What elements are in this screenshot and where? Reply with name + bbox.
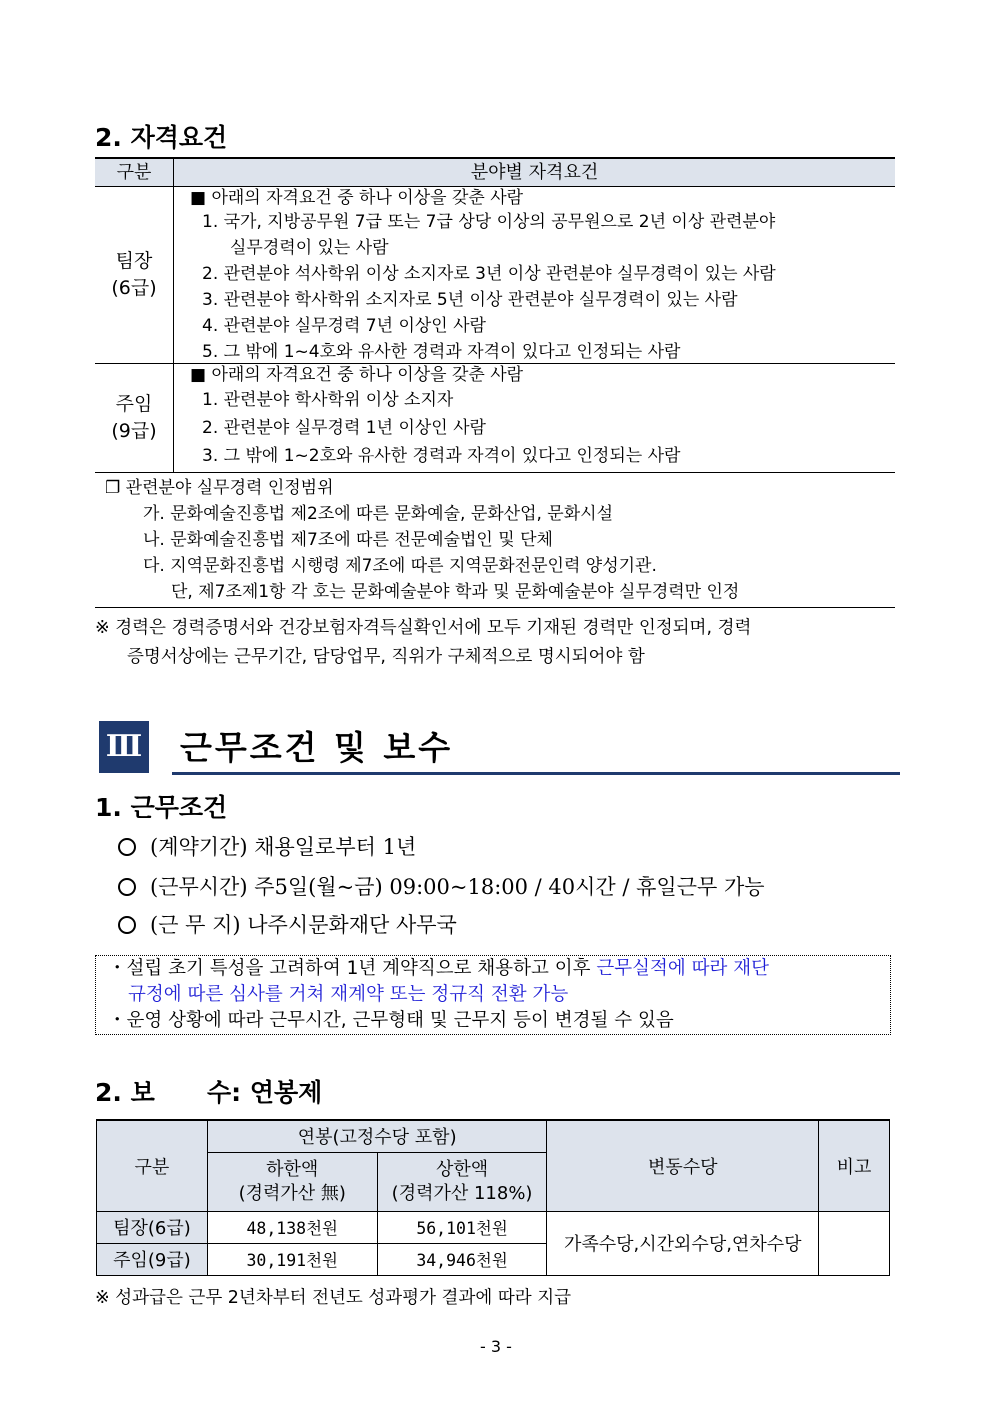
leader-division	[95, 187, 174, 363]
salary-header-max-note: (경력가산 118%)	[391, 1182, 533, 1204]
qualifications-heading: 2. 자격요건	[95, 123, 228, 152]
career-note	[95, 614, 905, 672]
salary-variable-value: 가족수당,시간외수당,연차수당	[547, 1211, 819, 1275]
career-note-line-1: ※ 경력은 경력증명서와 건강보험자격득실확인서에 모두 기재된 경력만 인정되며, 경력	[95, 618, 752, 638]
salary-row-2-max: 34,946천원	[377, 1243, 547, 1275]
work-condition-item-3	[118, 909, 457, 939]
salary-row-1-min: 48,138천원	[207, 1211, 377, 1243]
qualifications-table-header	[95, 157, 895, 187]
salary-header-annual: 연봉(고정수당 포함)	[207, 1120, 547, 1152]
chief-item-3: 3. 그 밖에 1~2호와 유사한 경력과 자격이 있다고 인정되는 사람	[202, 446, 681, 466]
leader-requirements	[182, 187, 895, 365]
qualifications-table	[95, 157, 895, 608]
chief-grade: (9급)	[111, 420, 157, 442]
work-condition-text-3: (근 무 지) 나주시문화재단 사무국	[150, 913, 457, 937]
salary-header-min-note: (경력가산 無)	[238, 1182, 346, 1204]
salary-header-remarks: 비고	[819, 1120, 890, 1211]
notice-line-1-plain: ・설립 초기 특성을 고려하여 1년 계약직으로 채용하고 이후	[108, 958, 597, 979]
scope-item-3: 다. 지역문화진흥법 시행령 제7조에 따른 지역문화전문인력 양성기관.	[143, 556, 657, 576]
chief-item-1: 1. 관련분야 학사학위 이상 소지자	[202, 390, 454, 410]
leader-item-4: 4. 관련분야 실무경력 7년 이상인 사람	[202, 316, 486, 336]
career-note-line-2: 증명서상에는 근무기간, 담당업무, 직위가 구체적으로 명시되어야 함	[127, 647, 645, 667]
leader-item-1: 1. 국가, 지방공무원 7급 또는 7급 상당 이상의 공무원으로 2년 이상 관련분야	[202, 212, 776, 232]
salary-row-1-division: 팀장(6급)	[97, 1211, 208, 1243]
notice-line-1-highlight: 근무실적에 따라 재단	[596, 958, 769, 979]
circle-bullet-icon	[118, 878, 136, 896]
leader-item-1-cont: 실무경력이 있는 사람	[230, 238, 389, 258]
leader-title: 팀장	[115, 250, 153, 272]
chief-title: 주임	[115, 393, 153, 415]
leader-grade: (6급)	[111, 277, 157, 299]
notice-line-1	[96, 956, 890, 982]
work-condition-item-2	[118, 871, 765, 901]
salary-header-max	[377, 1152, 547, 1211]
salary-remarks-value	[819, 1211, 890, 1275]
salary-note: ※ 성과급은 근무 2년차부터 전년도 성과평가 결과에 따라 지급	[95, 1288, 572, 1308]
leader-row	[95, 187, 895, 364]
salary-header-max-label: 상한액	[435, 1158, 489, 1180]
salary-row-2-min: 30,191천원	[207, 1243, 377, 1275]
work-condition-text-1: (계약기간) 채용일로부터 1년	[150, 835, 417, 859]
salary-header-division: 구분	[97, 1120, 208, 1211]
page-number: - 3 -	[480, 1337, 512, 1356]
salary-row-2-division: 주임(9급)	[97, 1243, 208, 1275]
scope-item-1: 가. 문화예술진흥법 제2조에 따른 문화예술, 문화산업, 문화시설	[143, 504, 613, 524]
notice-line-2-highlight: 규정에 따른 심사를 거쳐 재계약 또는 정규직 전환 가능	[128, 984, 569, 1005]
scope-title: ❐ 관련분야 실무경력 인정범위	[105, 478, 334, 498]
salary-header-min	[207, 1152, 377, 1211]
chief-item-2: 2. 관련분야 실무경력 1년 이상인 사람	[202, 418, 486, 438]
leader-item-2: 2. 관련분야 석사학위 이상 소지자로 3년 이상 관련분야 실무경력이 있는 사람	[202, 264, 776, 284]
circle-bullet-icon	[118, 838, 136, 856]
work-condition-text-2: (근무시간) 주5일(월~금) 09:00~18:00 / 40시간 / 휴일근무 가능	[150, 875, 765, 899]
work-conditions-heading: 1. 근무조건	[95, 793, 228, 822]
scope-section	[95, 473, 895, 608]
leader-item-3: 3. 관련분야 학사학위 소지자로 5년 이상 관련분야 실무경력이 있는 사람	[202, 290, 738, 310]
work-condition-item-1	[118, 831, 416, 861]
chief-division	[95, 364, 174, 472]
salary-table	[96, 1119, 890, 1276]
leader-item-5: 5. 그 밖에 1~4호와 유사한 경력과 자격이 있다고 인정되는 사람	[202, 342, 681, 362]
table-row	[97, 1211, 890, 1243]
salary-heading: 2. 보 수: 연봉제	[95, 1078, 323, 1107]
scope-item-3-cont: 단, 제7조제1항 각 호는 문화예술분야 학과 및 문화예술분야 실무경력만 인정	[171, 582, 740, 602]
section-number: Ⅲ	[99, 721, 149, 773]
leader-intro: ■ 아래의 자격요건 중 하나 이상을 갖춘 사람	[190, 188, 524, 208]
salary-header-variable: 변동수당	[547, 1120, 819, 1211]
circle-bullet-icon	[118, 916, 136, 934]
chief-requirements	[182, 364, 895, 470]
chief-row	[95, 364, 895, 473]
section-title: 근무조건 및 보수	[180, 728, 454, 767]
notice-line-3: ・운영 상황에 따라 근무시간, 근무형태 및 근무지 등이 변경될 수 있음	[108, 1010, 674, 1031]
salary-header-min-label: 하한액	[266, 1158, 319, 1180]
section-underline	[172, 772, 900, 775]
header-division: 구분	[95, 159, 174, 186]
salary-row-1-max: 56,101천원	[377, 1211, 547, 1243]
chief-intro: ■ 아래의 자격요건 중 하나 이상을 갖춘 사람	[190, 365, 524, 385]
header-requirements: 분야별 자격요건	[470, 162, 599, 183]
notice-box	[95, 955, 891, 1035]
scope-item-2: 나. 문화예술진흥법 제7조에 따른 전문예술법인 및 단체	[143, 530, 553, 550]
